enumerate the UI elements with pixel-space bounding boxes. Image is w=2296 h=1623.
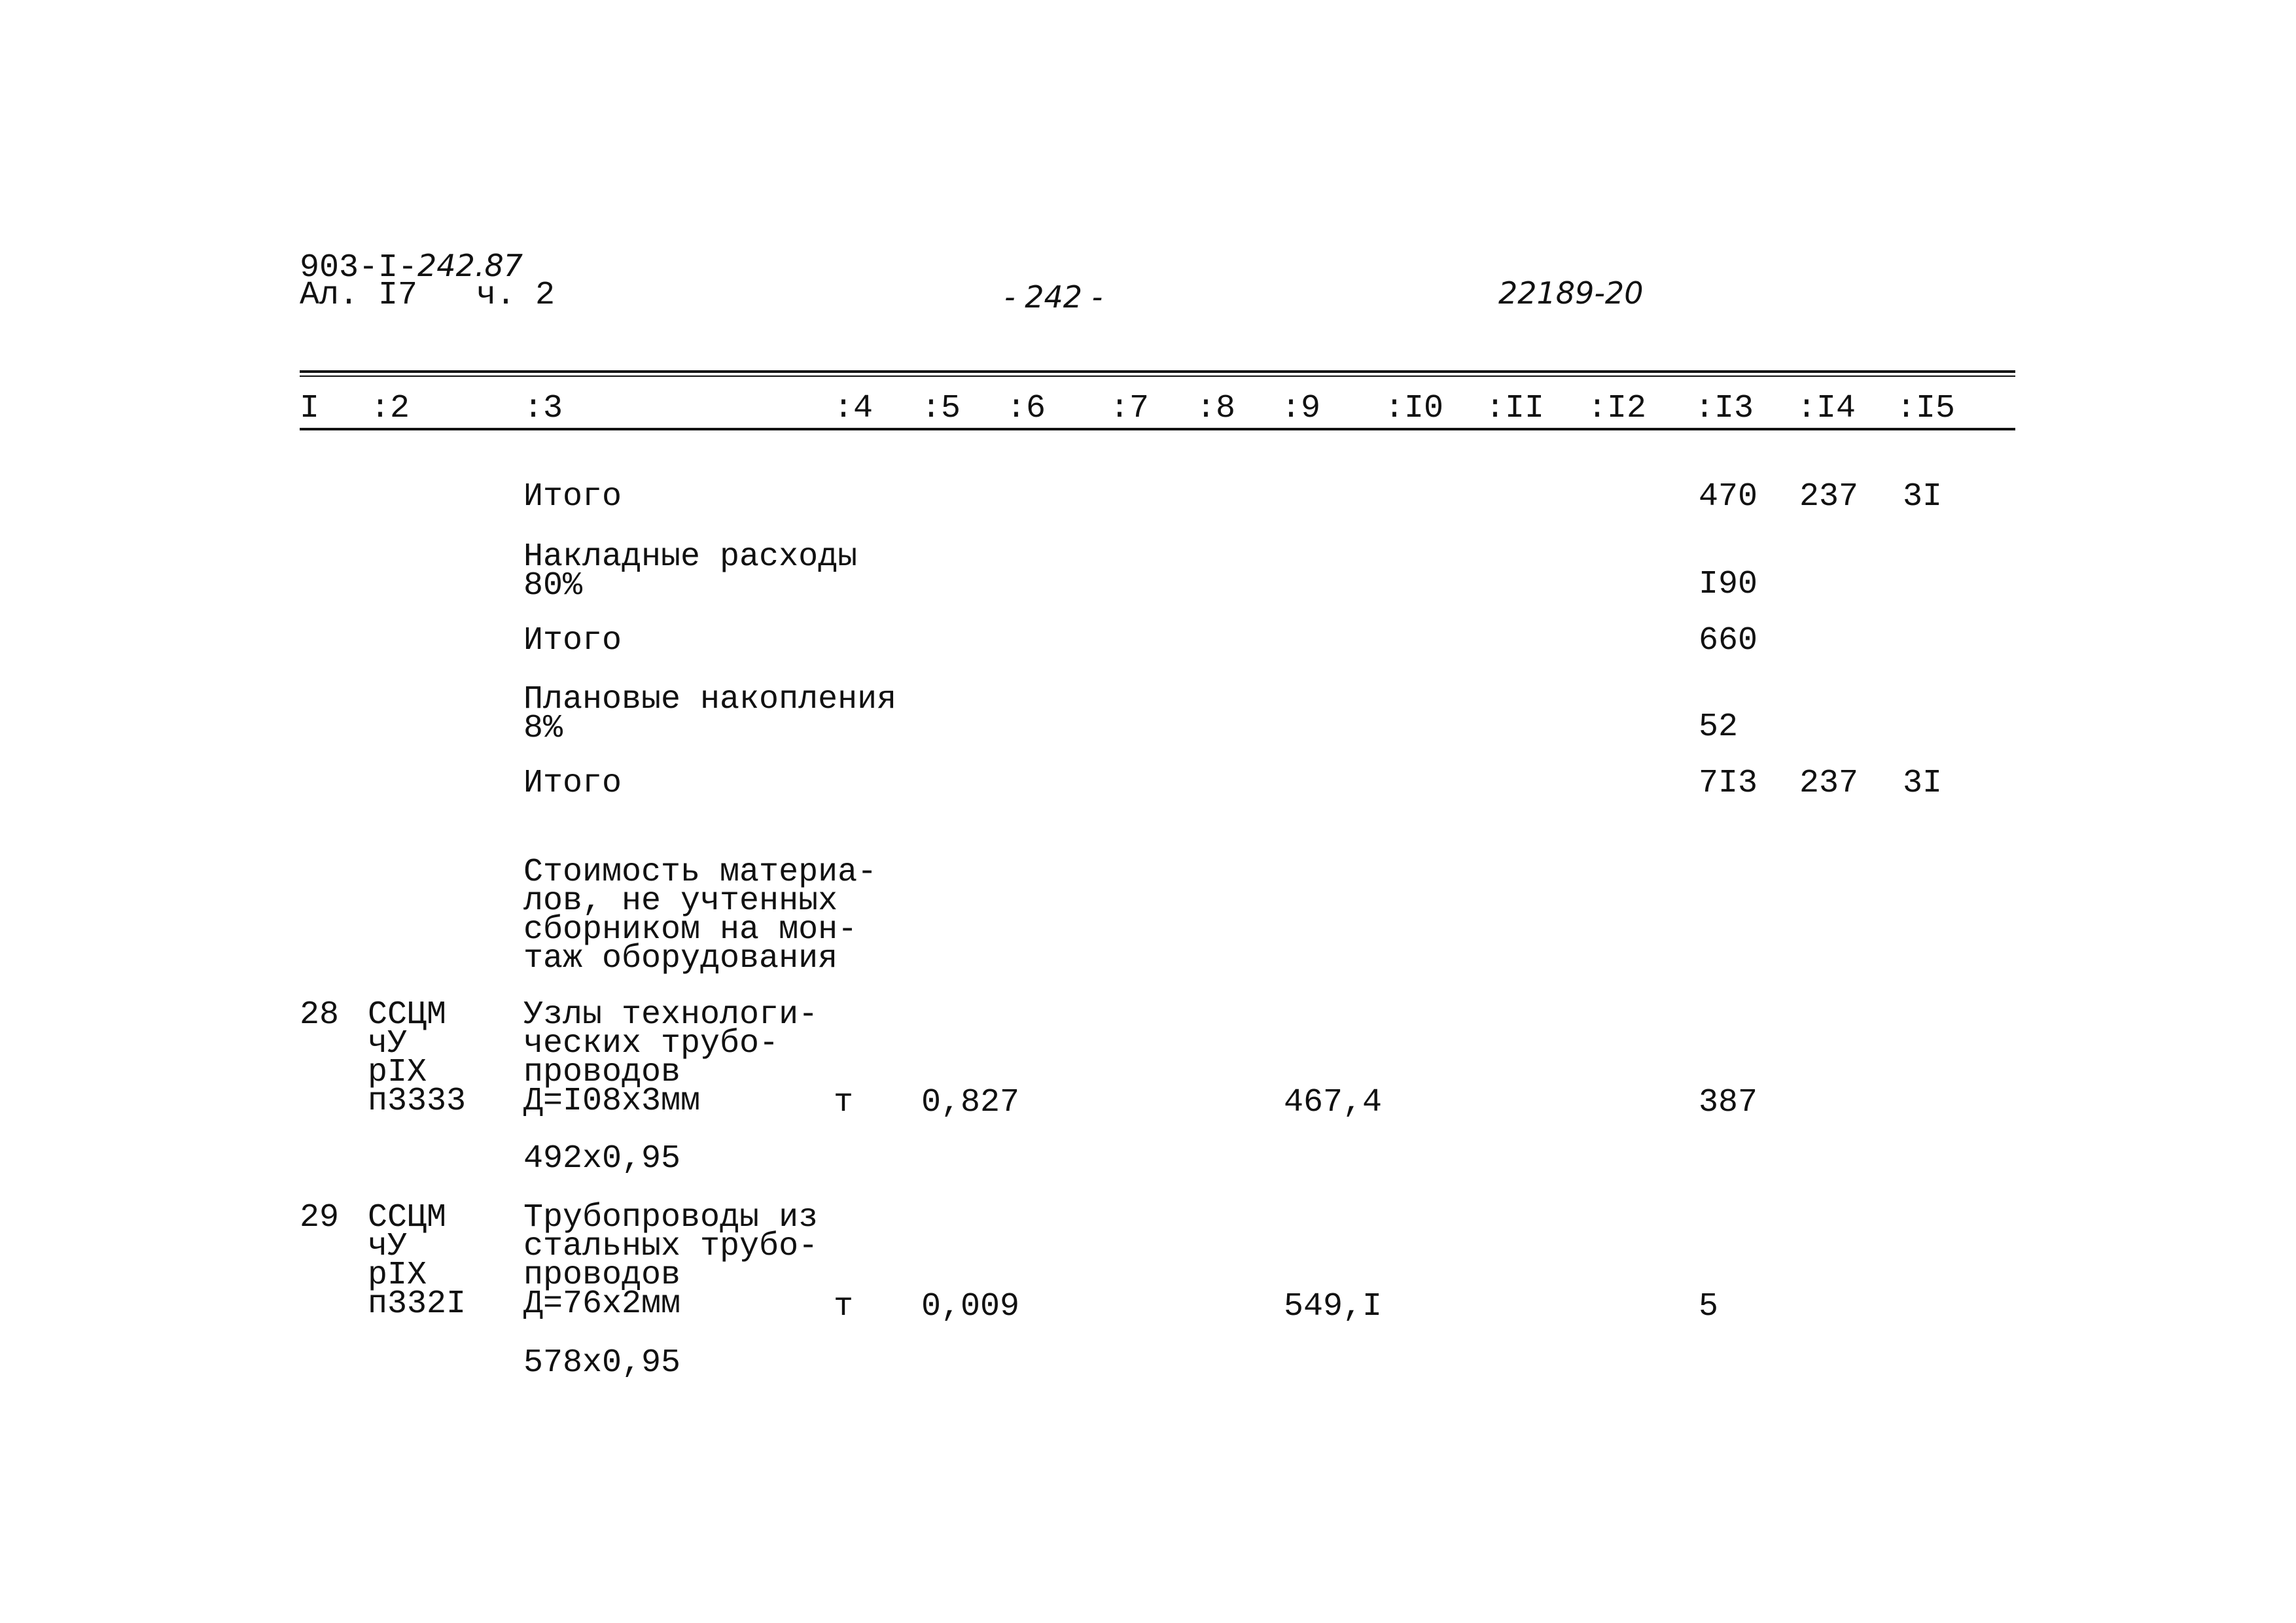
sheet-code: 22189-20	[1498, 275, 1644, 311]
col-header-12: :I2	[1587, 390, 1647, 427]
row7-formula: 492х0,95	[523, 1140, 681, 1178]
doc-code-handwritten: 242.87	[417, 248, 523, 283]
col-header-2: :2	[370, 390, 410, 427]
row1-col14: 237	[1799, 478, 1859, 515]
col-header-5: :5	[921, 390, 961, 427]
row5-col14: 237	[1799, 765, 1859, 802]
col-header-4: :4	[834, 390, 874, 427]
row7-desc: Узлы технологи- ческих трубо- проводов Д=I08х3мм	[523, 996, 819, 1120]
row7-code: ССЦМ чУ рIХ п3333	[368, 996, 467, 1120]
row8-number: 29	[300, 1199, 340, 1236]
row8-col5: 0,009	[921, 1288, 1020, 1325]
row7-number: 28	[300, 996, 340, 1034]
col-header-7: :7	[1110, 390, 1150, 427]
col-header-9: :9	[1281, 390, 1321, 427]
table-top-rule-inner	[300, 375, 2015, 377]
row3-desc: Итого	[523, 622, 622, 659]
table-top-rule	[300, 370, 2015, 373]
col-header-6: :6	[1006, 390, 1046, 427]
row8-unit: т	[834, 1288, 854, 1325]
col-header-13: :I3	[1695, 390, 1754, 427]
row7-col5: 0,827	[921, 1084, 1020, 1121]
album-part: Ал. I7 ч. 2	[300, 277, 556, 314]
row5-col13: 7I3	[1699, 765, 1758, 802]
col-header-3: :3	[523, 390, 563, 427]
row3-col13: 660	[1699, 622, 1758, 659]
row8-code: ССЦМ чУ рIХ п332I	[368, 1199, 467, 1323]
row8-formula: 578х0,95	[523, 1344, 681, 1382]
row8-col13: 5	[1699, 1288, 1719, 1325]
col-header-15: :I5	[1896, 390, 1956, 427]
row4-desc: Плановые накопления 8%	[523, 681, 897, 747]
page-number: - 242 -	[1004, 279, 1103, 315]
row1-col13: 470	[1699, 478, 1758, 515]
row8-col9: 549,I	[1284, 1288, 1383, 1325]
row6-desc: Стоимость материа- лов, не учтенных сборником на мон- таж оборудования	[523, 854, 877, 977]
row2-col13: I90	[1699, 566, 1758, 603]
col-header-10: :I0	[1385, 390, 1444, 427]
row1-col15: 3I	[1903, 478, 1943, 515]
row2-desc: Накладные расходы 80%	[523, 538, 858, 604]
col-header-1: I	[300, 390, 320, 427]
col-header-14: :I4	[1797, 390, 1856, 427]
row8-desc: Трубопроводы из стальных трубо- проводов Д=76х2мм	[523, 1199, 819, 1323]
row7-col13: 387	[1699, 1084, 1758, 1121]
row7-unit: т	[834, 1084, 854, 1121]
col-header-8: :8	[1196, 390, 1236, 427]
table-header-bottom-rule	[300, 428, 2015, 430]
doc-code: 903-I-242.87	[300, 248, 523, 287]
row7-col9: 467,4	[1284, 1084, 1383, 1121]
col-header-11: :II	[1485, 390, 1545, 427]
row4-col13: 52	[1699, 708, 1739, 746]
row5-desc: Итого	[523, 765, 622, 802]
row1-desc: Итого	[523, 478, 622, 515]
row5-col15: 3I	[1903, 765, 1943, 802]
